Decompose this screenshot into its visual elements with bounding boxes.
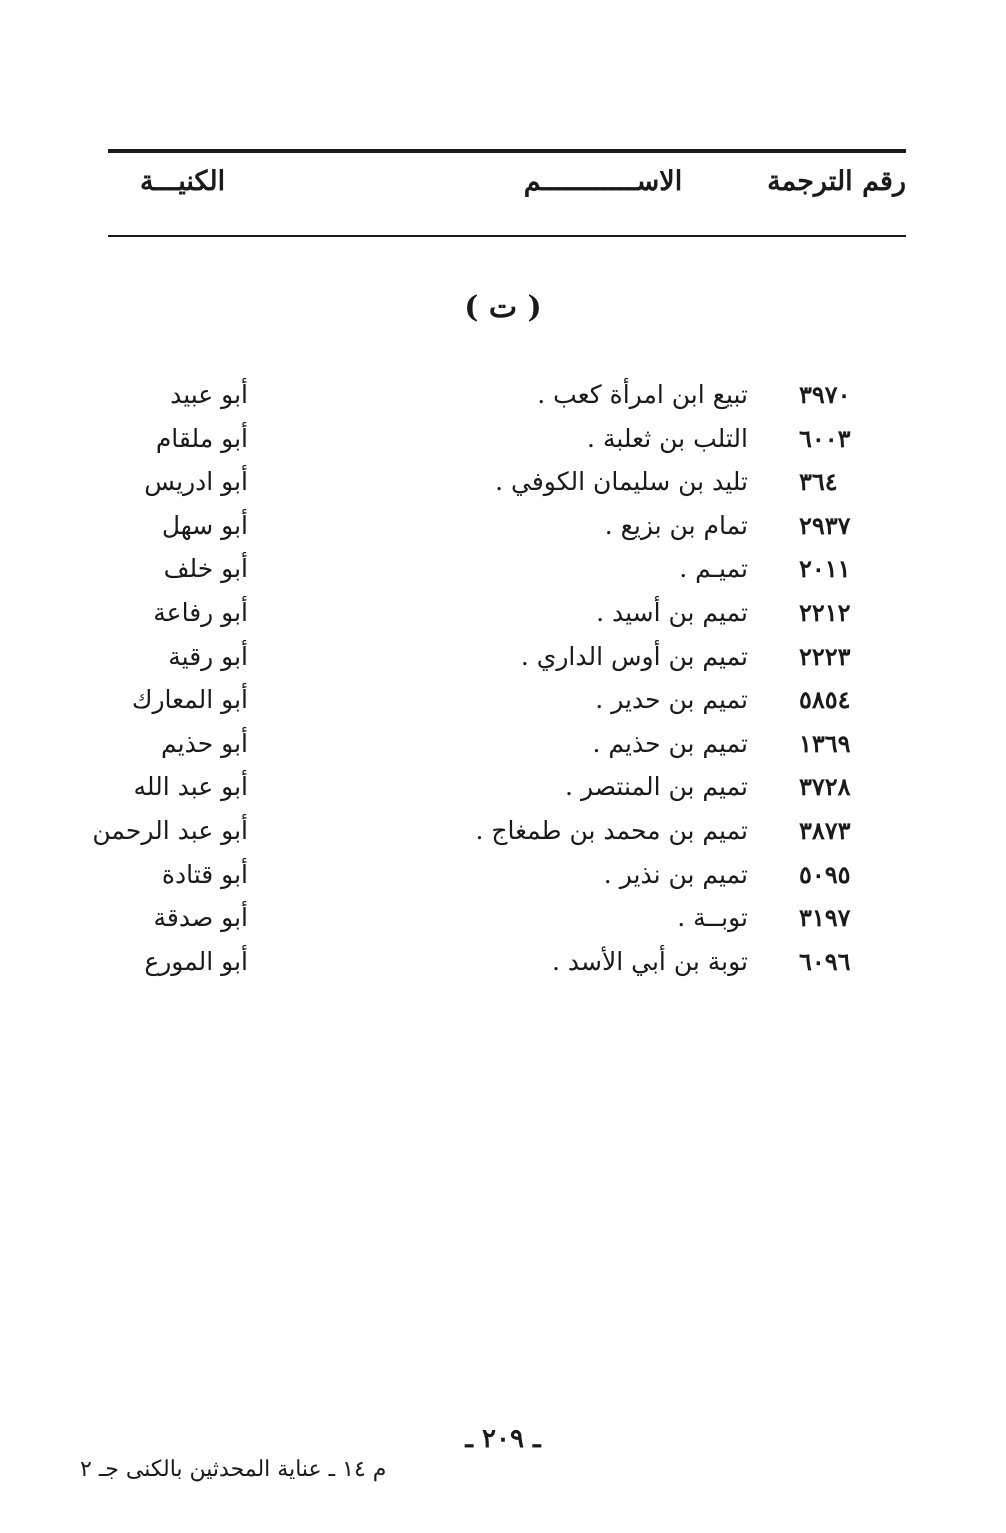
table-row — [0, 853, 1006, 897]
entry-number: ٣١٩٧ — [799, 903, 851, 933]
table-row — [0, 417, 1006, 461]
column-header-number: رقم الترجمة — [767, 166, 906, 197]
entries-table — [0, 373, 1006, 983]
entry-kunya: أبو سهل — [161, 510, 248, 540]
entry-name: تميم بن حذيم . — [592, 728, 748, 758]
table-row — [0, 635, 1006, 679]
entry-name: توبة بن أبي الأسد . — [552, 946, 748, 976]
table-row — [0, 591, 1006, 635]
entry-number: ٢٢٢٣ — [799, 641, 851, 671]
table-row — [0, 765, 1006, 809]
table-row — [0, 940, 1006, 984]
entry-name: توبــة . — [677, 903, 748, 933]
entry-kunya: أبو المعارك — [131, 685, 248, 715]
entry-kunya: أبو خلف — [163, 554, 248, 584]
entry-name: تليد بن سليمان الكوفي . — [495, 467, 748, 497]
entry-name: تبيع ابن امرأة كعب . — [537, 380, 748, 409]
entry-number: ٣٧٢٨ — [799, 772, 851, 802]
entry-number: ٥٨٥٤ — [799, 685, 851, 715]
entry-kunya: أبو عبيد — [170, 380, 248, 409]
entry-name: تميم بن أوس الداري . — [520, 641, 748, 671]
table-row — [0, 896, 1006, 940]
table-row — [0, 809, 1006, 853]
table-row — [0, 460, 1006, 504]
entry-name: تميم بن نذير . — [603, 859, 748, 889]
entry-name: تميـم . — [679, 554, 748, 584]
section-heading: ( ت ) — [464, 290, 542, 325]
entry-number: ٢٢١٢ — [799, 597, 851, 627]
entry-kunya: أبو حذيم — [161, 728, 248, 758]
entry-kunya: أبو رفاعة — [153, 597, 248, 627]
page-number: ـ ٢٠٩ ـ — [465, 1424, 541, 1454]
entry-number: ٣٩٧٠ — [799, 380, 851, 409]
entry-kunya: أبو ادريس — [144, 467, 248, 497]
entry-name: تمام بن بزيع . — [604, 510, 748, 540]
entry-number: ٥٠٩٥ — [799, 859, 851, 889]
entry-name: تميم بن محمد بن طمغاج . — [475, 815, 748, 845]
entry-name: تميم بن المنتصر . — [565, 772, 748, 802]
table-row — [0, 678, 1006, 722]
entry-number: ٦٠٠٣ — [799, 423, 851, 453]
entry-name: تميم بن أسيد . — [596, 597, 748, 627]
table-row — [0, 373, 1006, 417]
entry-kunya: أبو صدقة — [153, 903, 248, 933]
entry-kunya: أبو ملقام — [155, 423, 248, 453]
footer-signature-note: م ١٤ ـ عناية المحدثين بالكنى جـ ٢ — [80, 1457, 387, 1482]
entry-name: التلب بن ثعلبة . — [587, 423, 748, 453]
entry-number: ٣٦٤ — [799, 467, 838, 497]
column-header-name: الاســــــــــــم — [523, 166, 683, 197]
column-header-kunya: الكنيـــة — [140, 166, 226, 197]
entry-kunya: أبو عبد الرحمن — [92, 815, 248, 845]
table-row — [0, 547, 1006, 591]
entry-kunya: أبو عبد الله — [133, 772, 248, 802]
entry-kunya: أبو رقية — [168, 641, 248, 671]
header-top-rule — [108, 149, 906, 153]
table-row — [0, 504, 1006, 548]
entry-kunya: أبو قتادة — [161, 859, 248, 889]
table-row — [0, 722, 1006, 766]
entry-number: ٣٨٧٣ — [799, 815, 851, 845]
entry-number: ١٣٦٩ — [799, 728, 851, 758]
entry-number: ٢٩٣٧ — [799, 510, 851, 540]
entry-name: تميم بن حدير . — [595, 685, 748, 715]
entry-number: ٦٠٩٦ — [799, 946, 851, 976]
entry-number: ٢٠١١ — [799, 554, 851, 584]
header-bottom-rule — [108, 235, 906, 237]
entry-kunya: أبو المورع — [144, 946, 248, 976]
